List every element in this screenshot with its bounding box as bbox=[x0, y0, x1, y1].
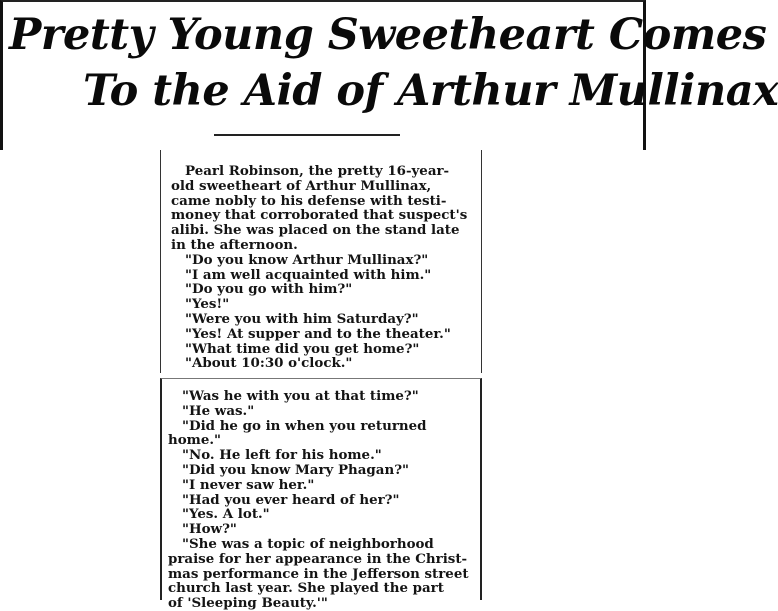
text-line: "Yes!" bbox=[185, 296, 230, 313]
text-line: "No. He left for his home." bbox=[182, 447, 382, 464]
text-line: of 'Sleeping Beauty.'" bbox=[168, 595, 328, 611]
text-line: "Had you ever heard of her?" bbox=[182, 491, 400, 508]
text-line: "Do you go with him?" bbox=[185, 281, 353, 298]
text-line: home." bbox=[168, 432, 221, 449]
text-line: "What time did you get home?" bbox=[185, 340, 420, 357]
headline-line-1: Pretty Young Sweetheart Comes bbox=[9, 10, 767, 60]
text-line: "Were you with him Saturday?" bbox=[185, 310, 419, 327]
article-column-2 bbox=[160, 378, 482, 611]
text-line: "I am well acquainted with him." bbox=[185, 266, 432, 283]
headline-rule bbox=[214, 134, 400, 136]
text-line: in the afternoon. bbox=[171, 236, 298, 253]
headline-line-2: To the Aid of Arthur Mullinax bbox=[83, 66, 778, 116]
text-line: "Did you know Mary Phagan?" bbox=[182, 461, 410, 478]
text-line: "About 10:30 o'clock." bbox=[185, 355, 353, 372]
text-line: came nobly to his defense with testi- bbox=[171, 192, 447, 209]
text-line: mas performance in the Jefferson street bbox=[168, 565, 469, 582]
text-line: money that corroborated that suspect's bbox=[171, 207, 468, 224]
text-line: "I never saw her." bbox=[182, 476, 315, 493]
text-line: Pearl Robinson, the pretty 16-year- bbox=[185, 163, 450, 179]
text-line: "Yes. A lot." bbox=[182, 506, 270, 523]
text-line: "Yes! At supper and to the theater." bbox=[185, 325, 451, 342]
text-line: "Was he with you at that time?" bbox=[182, 388, 419, 404]
text-line: "She was a topic of neighborhood bbox=[182, 535, 434, 552]
text-line: praise for her appearance in the Christ- bbox=[168, 550, 468, 567]
text-line: "How?" bbox=[182, 521, 237, 538]
headline-box bbox=[0, 0, 778, 150]
text-line: alibi. She was placed on the stand late bbox=[171, 222, 460, 239]
text-line: old sweetheart of Arthur Mullinax, bbox=[171, 177, 432, 194]
article-column-1 bbox=[160, 150, 482, 373]
text-line: "Did he go in when you returned bbox=[182, 417, 427, 434]
text-line: church last year. She played the part bbox=[168, 580, 444, 597]
text-line: "He was." bbox=[182, 402, 255, 419]
text-line: "Do you know Arthur Mullinax?" bbox=[185, 251, 429, 268]
